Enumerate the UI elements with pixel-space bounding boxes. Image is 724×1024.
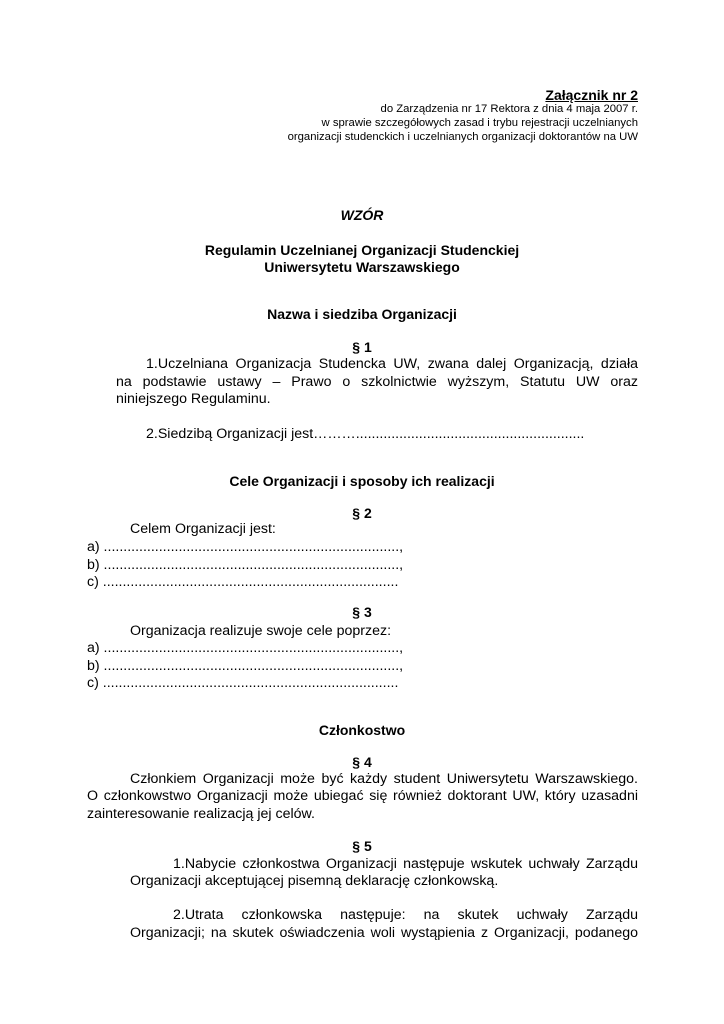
paragraph-symbol-5: § 5 [352,838,372,854]
section-heading-membership: Członkostwo [318,722,406,738]
means-item-b: b) ..........................................................................., [87,658,404,674]
p1-line-2: na podstawie ustawy – Prawo o szkolnictwie wyższym, Statutu UW oraz [116,374,638,390]
goals-item-c: c) ........................................................................... [87,574,399,590]
goals-item-b: b) ..........................................................................., [87,557,404,573]
header-line-2: w sprawie szczegółowych zasad i trybu rejestracji uczelnianych [321,117,638,129]
goals-item-a: a) ..........................................................................., [87,539,404,555]
p4-line-1: Członkiem Organizacji może być każdy student Uniwersytetu Warszawskiego. [130,771,638,787]
p4-line-3: zainteresowanie realizacją jej celów. [87,806,315,822]
doc-title-line-2: Uniwersytetu Warszawskiego [264,259,460,275]
seat-line: 2.Siedzibą Organizacji jest……….......................................................... [146,426,585,442]
template-label: WZÓR [340,207,384,223]
section-heading-name-seat: Nazwa i siedziba Organizacji [267,306,457,322]
header-line-3: organizacji studenckich i uczelnianych organizacji doktorantów na UW [287,131,638,143]
paragraph-symbol-4: § 4 [352,754,372,770]
means-intro: Organizacja realizuje swoje cele poprzez: [130,623,392,639]
header-line-1: do Zarządzenia nr 17 Rektora z dnia 4 maja 2007 r. [380,103,638,115]
section-heading-goals: Cele Organizacji i sposoby ich realizacji [229,473,495,489]
paragraph-symbol-1: § 1 [352,339,372,355]
p5-1-line-2: Organizacji akceptującej pisemną deklarację członkowską. [130,873,499,889]
p5-2-line-2: Organizacji; na skutek oświadczenia woli wystąpienia z Organizacji, podanego [130,925,638,941]
doc-title-line-1: Regulamin Uczelnianej Organizacji Studenckiej [204,242,520,258]
p1-line-3: niniejszego Regulaminu. [116,391,271,407]
paragraph-symbol-3: § 3 [352,604,372,620]
p1-line-1: 1.Uczelniana Organizacja Studencka UW, zwana dalej Organizacją, działa [146,356,638,372]
attachment-title: Załącznik nr 2 [545,87,638,103]
p5-1-line-1: 1.Nabycie członkostwa Organizacji następuje wskutek uchwały Zarządu [173,856,638,872]
goals-intro: Celem Organizacji jest: [130,521,276,537]
paragraph-symbol-2: § 2 [352,505,372,521]
means-item-a: a) ..........................................................................., [87,640,404,656]
p5-2-line-1: 2.Utrata członkowska następuje: na skutek uchwały Zarządu [173,907,638,923]
p4-line-2: O członkowstwo Organizacji może ubiegać się również doktorant UW, który uzasadni [87,788,638,804]
means-item-c: c) ........................................................................... [87,675,399,691]
